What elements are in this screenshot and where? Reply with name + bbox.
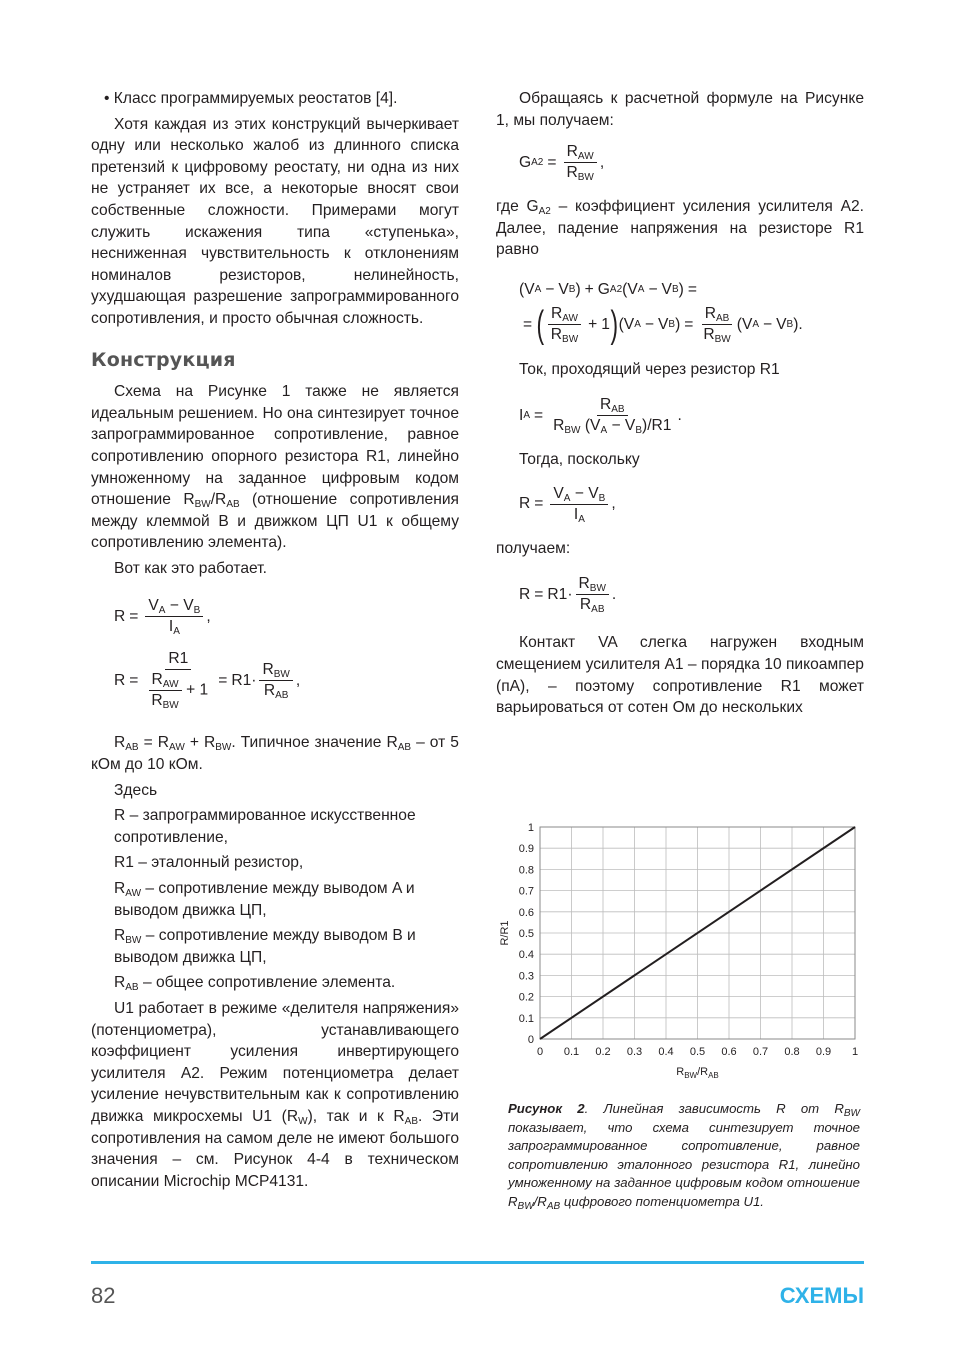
- x-tick-label: 0.1: [563, 1046, 580, 1058]
- figure-caption: Рисунок 2. Линейная зависимость R от $R_{BW}$ показывает, что схема синтезирует точное запрограммированное сопротивление, равное сопротивлению эталонного резистора R1, линейно умноженному на заданное цифровым кодом отношение $R_{BW}/R_{AB}$ цифрового потенциометра U1.: [508, 1101, 860, 1212]
- figure-2-chart: [496, 815, 866, 1095]
- x-tick-label: 0: [536, 1046, 544, 1058]
- paragraph: где $G_{A2}$ – коэффициент усиления усилителя A2. Далее, падение напряжения на резисторе R1 равно: [496, 198, 864, 259]
- x-tick-label: 0.4: [658, 1046, 674, 1058]
- y-tick-label: 0: [527, 1034, 534, 1046]
- paragraph: Вот как это работает.: [114, 559, 267, 577]
- equation-r-va-vb-2: R = $\frac{V_A - V_B}{I_A}$ ,: [519, 484, 616, 525]
- definition: R1 – эталонный резистор,: [114, 854, 304, 872]
- left-column: [91, 88, 459, 1196]
- equation-voltage-line1: ( V A − V B ) + G A2 ( V A − V B ) =: [519, 280, 697, 298]
- bullet-item: • Класс программируемых реостатов [4].: [104, 90, 398, 107]
- x-tick-label: 0.3: [626, 1046, 643, 1058]
- right-column: [496, 88, 864, 723]
- paragraph: Тогда, поскольку: [519, 451, 640, 469]
- section-heading: Конструкция: [91, 348, 236, 371]
- paragraph: U1 работает в режиме «делителя напряжения» (потенциометра), устанавливающего коэффициент усиления инвертирующего усилителя A2. Режим потенциометра делает усиление нечувствительным как к сопротивлению движка микросхемы U1 $(R_W)$, так и к $R_{AB}$. Эти сопротивления на самом деле не имеют большого значения – см. Рисунок 4-4 в техническом описании Microchip MCP4131.: [91, 1000, 459, 1190]
- y-tick-label: 0.9: [518, 843, 534, 856]
- x-tick-label: 0.6: [721, 1046, 737, 1058]
- x-tick-label: 0.7: [752, 1046, 769, 1058]
- magazine-brand: СХЕМЫ: [779, 1283, 864, 1308]
- y-tick-label: 0.1: [518, 1012, 534, 1025]
- y-tick-labels: [519, 822, 534, 1046]
- y-tick-label: 0.2: [518, 991, 534, 1004]
- definition: $R_{BW}$ – сопротивление между выводом B и выводом движка ЦП,: [114, 927, 416, 966]
- y-tick-label: 0.3: [518, 970, 534, 983]
- equation-voltage-line2: = ( $\frac{R_{AW}}{R_{BW}}$ + 1 ) ( V A − V B ) = $\frac{R_{AB}}{R_{BW}}$ ( V A − V B ) .: [523, 303, 803, 346]
- paragraph: Ток, проходящий через резистор R1: [519, 360, 780, 378]
- y-tick-label: 0.7: [518, 885, 534, 898]
- definition: $R_{AW}$ – сопротивление между выводом A и выводом движка ЦП,: [114, 880, 415, 919]
- x-tick-label: 0.9: [815, 1046, 832, 1058]
- paragraph: получаем:: [496, 539, 571, 557]
- paragraph: Хотя каждая из этих конструкций вычеркивает одну или несколько жалоб из длинного списка претензий к цифровому реостату, ни одна из них не устраняет их все, а некоторые вносят свои собственные сложности. Примерами могут служить искажения типа «ступенька», несниженная чувствительность к отклонениям номиналов резисторов, нелинейность, ухудшающая разрешение запрограммированного сопротивления, и просто обычная сложность.: [91, 115, 459, 327]
- definition: $R_{AB}$ – общее сопротивление элемента.: [114, 974, 396, 994]
- x-tick-label: 0.2: [595, 1046, 611, 1058]
- page-number: 82: [91, 1283, 116, 1308]
- y-tick-label: 0.8: [518, 864, 534, 877]
- y-tick-label: 0.5: [518, 928, 534, 940]
- equation-r-result: R = R1 · $\frac{R_{BW}}{R_{AB}}$ .: [519, 575, 617, 616]
- y-tick-label: 1: [527, 822, 534, 834]
- x-tick-label: 0.8: [784, 1046, 800, 1058]
- x-tick-label: 0.5: [689, 1046, 706, 1058]
- paragraph: Схема на Рисунке 1 также не является идеальным решением. Но она синтезирует точное запрограммированное сопротивление, равное сопротивлению опорного резистора R1, линейно умноженному на заданное цифровым кодом отношение $R_{BW}/R_{AB}$ (отношение сопротивления между клеммой B и движком ЦП U1 к общему сопротивлению элемента).: [91, 383, 460, 552]
- paragraph: Обращаясь к расчетной формуле на Рисунке 1, мы получаем:: [496, 90, 864, 129]
- equation-r-va-vb: R = $\frac{V_A - V_B}{I_A}$ ,: [114, 597, 211, 638]
- paragraph: Контакт VA слегка нагружен входным смещением усилителя A1 – порядка 10 пикоампер (пА), – поэтому сопротивление R1 может варьироваться от сотен Ом до нескольких: [496, 634, 864, 717]
- definition: R – запрограммированное искусственное сопротивление,: [114, 807, 416, 846]
- y-axis-label: R/R1: [499, 920, 511, 946]
- equation-ia: I A = $\frac{R_{AB}}{R_{BW} (V_A - V_B)/R1}$ .: [519, 396, 682, 437]
- equation-r-r1: R = R1 $\frac{R_{AW}}{R_{BW}}$ + 1 = R1 · $\frac{R_{BW}}{R_{AB}}$ ,: [114, 650, 301, 712]
- x-tick-label: 1: [851, 1046, 859, 1058]
- paragraph: Здесь: [114, 781, 158, 799]
- y-tick-label: 0.6: [518, 906, 534, 919]
- paragraph: $R_{AB} = R_{AW} + R_{BW}$. Типичное значение $R_{AB}$ – от 5 кОм до 10 кОм.: [91, 734, 459, 774]
- footer-rule: [91, 1261, 864, 1264]
- x-tick-labels: [537, 1046, 858, 1058]
- y-tick-label: 0.4: [518, 949, 534, 962]
- equation-ga2: G A2 = $\frac{R_{AW}}{R_{BW}}$ ,: [519, 143, 605, 184]
- x-axis-label: $R_{BW}/R_{AB}$: [676, 1066, 719, 1080]
